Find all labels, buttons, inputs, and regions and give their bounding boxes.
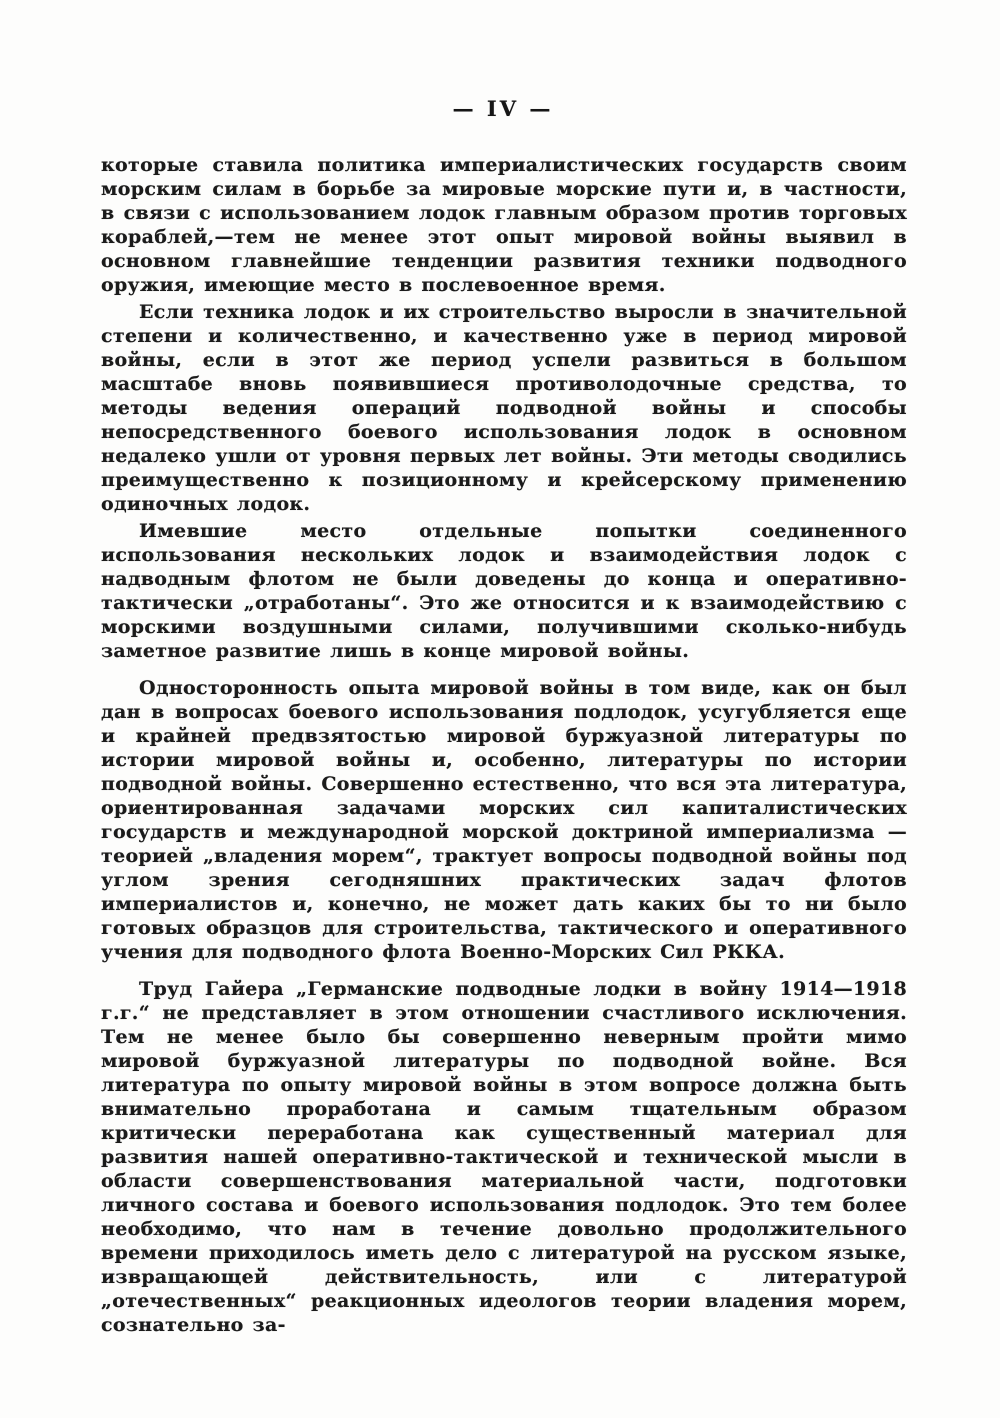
text-block bbox=[101, 153, 907, 1337]
paragraph: Односторонность опыта мировой войны в том виде, как он был дан в вопросах боевого использования подлодок, усугубляется еще и крайней предвзятостью мировой буржуазной литературы по истории мировой войны и, особенно, литературы по истории подводной войны. Совершенно естественно, что вся эта литература, ориентированная задачами морских сил капиталистических государств и международной морской доктриной империализма — теорией „владения морем“, трактует вопросы подводной войны под углом зрения сегодняшних практических задач флотов империалистов и, конечно, не может дать каких бы то ни было готовых образцов для строительства, тактического и оперативного учения для подводного флота Военно-Морских Сил РККА. bbox=[101, 677, 908, 963]
paragraph: Если техника лодок и их строительство выросли в значительной степени и количественно, и качественно уже в период мировой войны, если в этот же период успели развиться в большом масштабе вновь появившиеся противолодочные средства, то методы ведения операций подводной войны и способы непосредственного боевого использования лодок в основном недалеко ушли от уровня первых лет войны. Эти методы сводились преимущественно к позиционному и крейсерскому применению одиночных лодок. bbox=[101, 301, 907, 515]
paragraph-continuation: которые ставила политика империалистических государств своим морским силам в борьбе за мировые морские пути и, в частности, в связи с использованием лодок главным образом против торговых кораблей,—тем не менее этот опыт мировой войны выявил в основном главнейшие тенденции развития техники подводного оружия, имеющие место в послевоенное время. bbox=[101, 154, 907, 296]
paragraph: Труд Гайера „Германские подводные лодки в войну 1914—1918 г.г.“ не представляет в этом отношении счастливого исключения. Тем не менее было бы совершенно неверным пройти мимо мировой буржуазной литературы по подводной войне. Вся литература по опыту мировой войны в этом вопросе должна быть внимательно проработана и самым тщательным образом критически переработана как существенный материал для развития нашей оперативно-тактической и технической мысли в области совершенствования материальной части, подготовки личного состава и боевого использования подлодок. Это тем более необходимо, что нам в течение довольно продолжительного времени приходилось иметь дело с литературой на русском языке, извращающей действительность, или с литературой „отечественных“ реакционных идеологов теории владения морем, сознательно за- bbox=[101, 978, 907, 1336]
paragraph: Имевшие место отдельные попытки соединенного использования нескольких лодок и взаимодействия лодок с надводным флотом не были доведены до конца и оперативно-тактически „отработаны“. Это же относится и к взаимодействию с морскими воздушными силами, получившими сколько-нибудь заметное развитие лишь в конце мировой войны. bbox=[101, 520, 907, 662]
page-number: — IV — bbox=[452, 96, 554, 121]
